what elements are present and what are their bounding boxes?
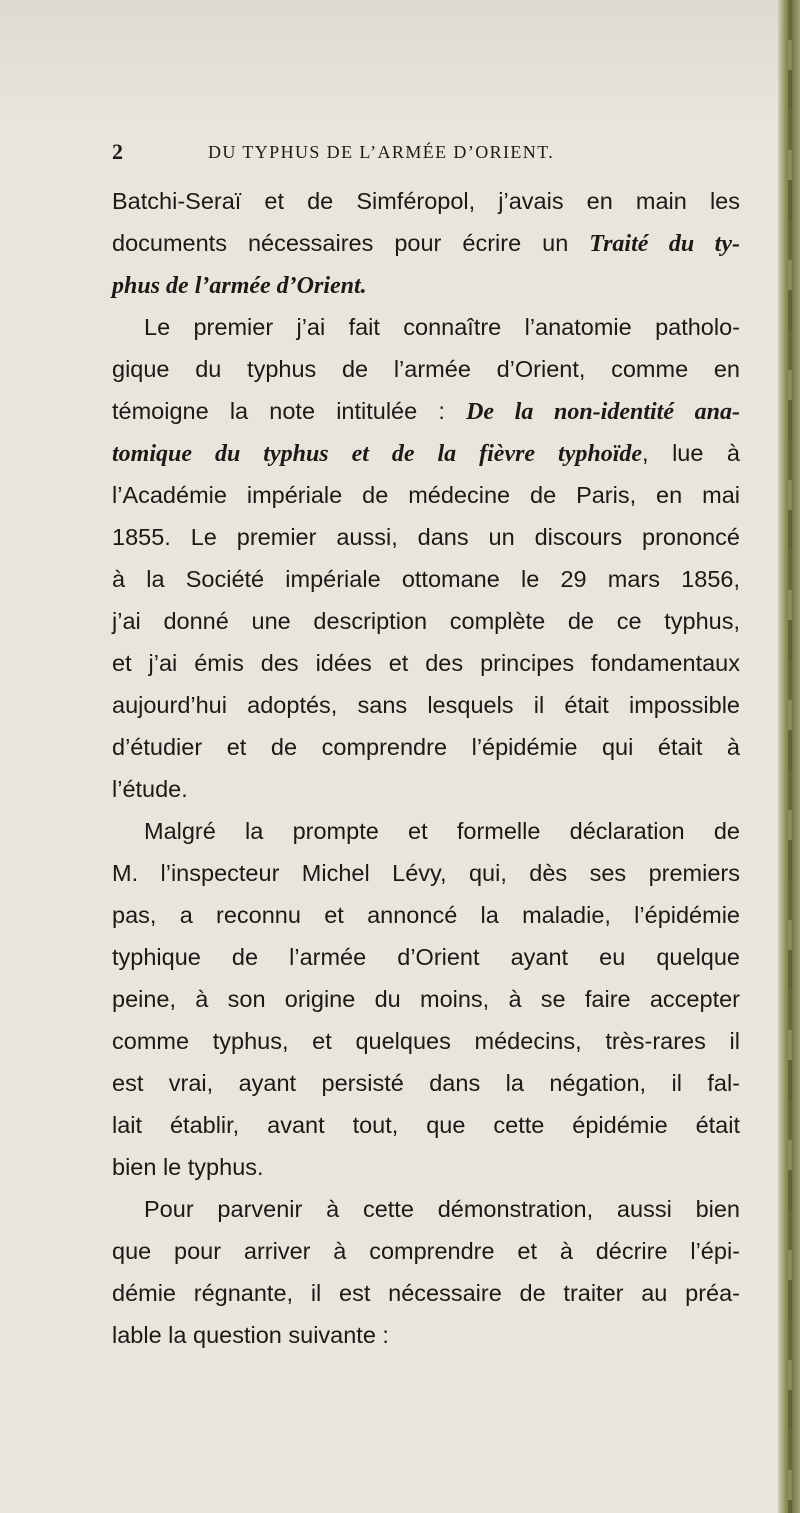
text-line	[112, 600, 740, 642]
text-line	[112, 1104, 740, 1146]
text-line	[112, 222, 740, 264]
text-line	[112, 726, 740, 768]
text-line	[112, 1062, 740, 1104]
text-run: l’Académie impériale de médecine de Paris, en mai	[112, 482, 740, 508]
text-run: Batchi-Seraï et de Simféropol, j’avais en main les	[112, 188, 740, 214]
text-line	[112, 306, 740, 348]
italic-title-run: De la non-identité ana-	[466, 399, 740, 425]
text-line	[112, 684, 740, 726]
running-title: DU TYPHUS DE L’ARMÉE D’ORIENT.	[208, 142, 555, 162]
text-run: 1855. Le premier aussi, dans un discours prononcé	[112, 524, 740, 550]
text-line	[112, 1272, 740, 1314]
text-run: que pour arriver à comprendre et à décrire l’épi-	[112, 1238, 740, 1264]
text-run: lait établir, avant tout, que cette épidémie était	[112, 1112, 740, 1138]
running-head	[112, 138, 748, 166]
text-run: Malgré la prompte et formelle déclaration de	[144, 818, 740, 844]
text-line	[112, 1146, 740, 1188]
book-page-edge	[778, 0, 800, 1513]
text-run: M. l’inspecteur Michel Lévy, qui, dès ses premiers	[112, 860, 740, 886]
text-line	[112, 978, 740, 1020]
italic-title-run: Traité du ty-	[589, 231, 740, 257]
text-run: est vrai, ayant persisté dans la négation, il fal-	[112, 1070, 740, 1096]
text-line	[112, 390, 740, 432]
text-run: , lue à	[642, 440, 740, 466]
italic-title-run: tomique du typhus et de la fièvre typhoïde	[112, 441, 643, 467]
text-run: j’ai donné une description complète de ce typhus,	[112, 608, 740, 634]
text-line	[112, 1188, 740, 1230]
page-shadow	[0, 0, 800, 120]
text-line	[112, 810, 740, 852]
text-run: Le premier j’ai fait connaître l’anatomie patholo-	[144, 314, 740, 340]
text-line	[112, 768, 740, 810]
text-line	[112, 1020, 740, 1062]
text-line	[112, 432, 740, 474]
text-run: pas, a reconnu et annoncé la maladie, l’épidémie	[112, 902, 740, 928]
text-run: aujourd’hui adoptés, sans lesquels il était impossible	[112, 692, 740, 718]
page-number: 2	[112, 139, 123, 164]
text-run: témoigne la note intitulée :	[112, 398, 467, 424]
text-run: lable la question suivante :	[112, 1322, 389, 1348]
text-run: Pour parvenir à cette démonstration, aussi bien	[144, 1196, 740, 1222]
text-line	[112, 264, 740, 306]
text-line	[112, 516, 740, 558]
text-run: peine, à son origine du moins, à se faire accepter	[112, 986, 740, 1012]
text-line	[112, 1314, 740, 1356]
text-run: documents nécessaires pour écrire un	[112, 230, 590, 256]
text-run: démie régnante, il est nécessaire de traiter au préa-	[112, 1280, 740, 1306]
text-run: typhique de l’armée d’Orient ayant eu quelque	[112, 944, 740, 970]
text-line	[112, 894, 740, 936]
text-run: gique du typhus de l’armée d’Orient, comme en	[112, 356, 740, 382]
text-line	[112, 348, 740, 390]
text-line	[112, 936, 740, 978]
text-line	[112, 180, 740, 222]
text-line	[112, 558, 740, 600]
italic-title-run: phus de l’armée d’Orient.	[112, 273, 367, 299]
text-line	[112, 642, 740, 684]
text-line	[112, 1230, 740, 1272]
text-line	[112, 474, 740, 516]
text-run: bien le typhus.	[112, 1154, 264, 1180]
text-run: et j’ai émis des idées et des principes fondamentaux	[112, 650, 740, 676]
text-run: comme typhus, et quelques médecins, très-rares il	[112, 1028, 740, 1054]
text-line	[112, 852, 740, 894]
text-run: l’étude.	[112, 776, 188, 802]
body-text	[112, 180, 740, 1356]
text-run: d’étudier et de comprendre l’épidémie qui était à	[112, 734, 740, 760]
text-run: à la Société impériale ottomane le 29 mars 1856,	[112, 566, 740, 592]
